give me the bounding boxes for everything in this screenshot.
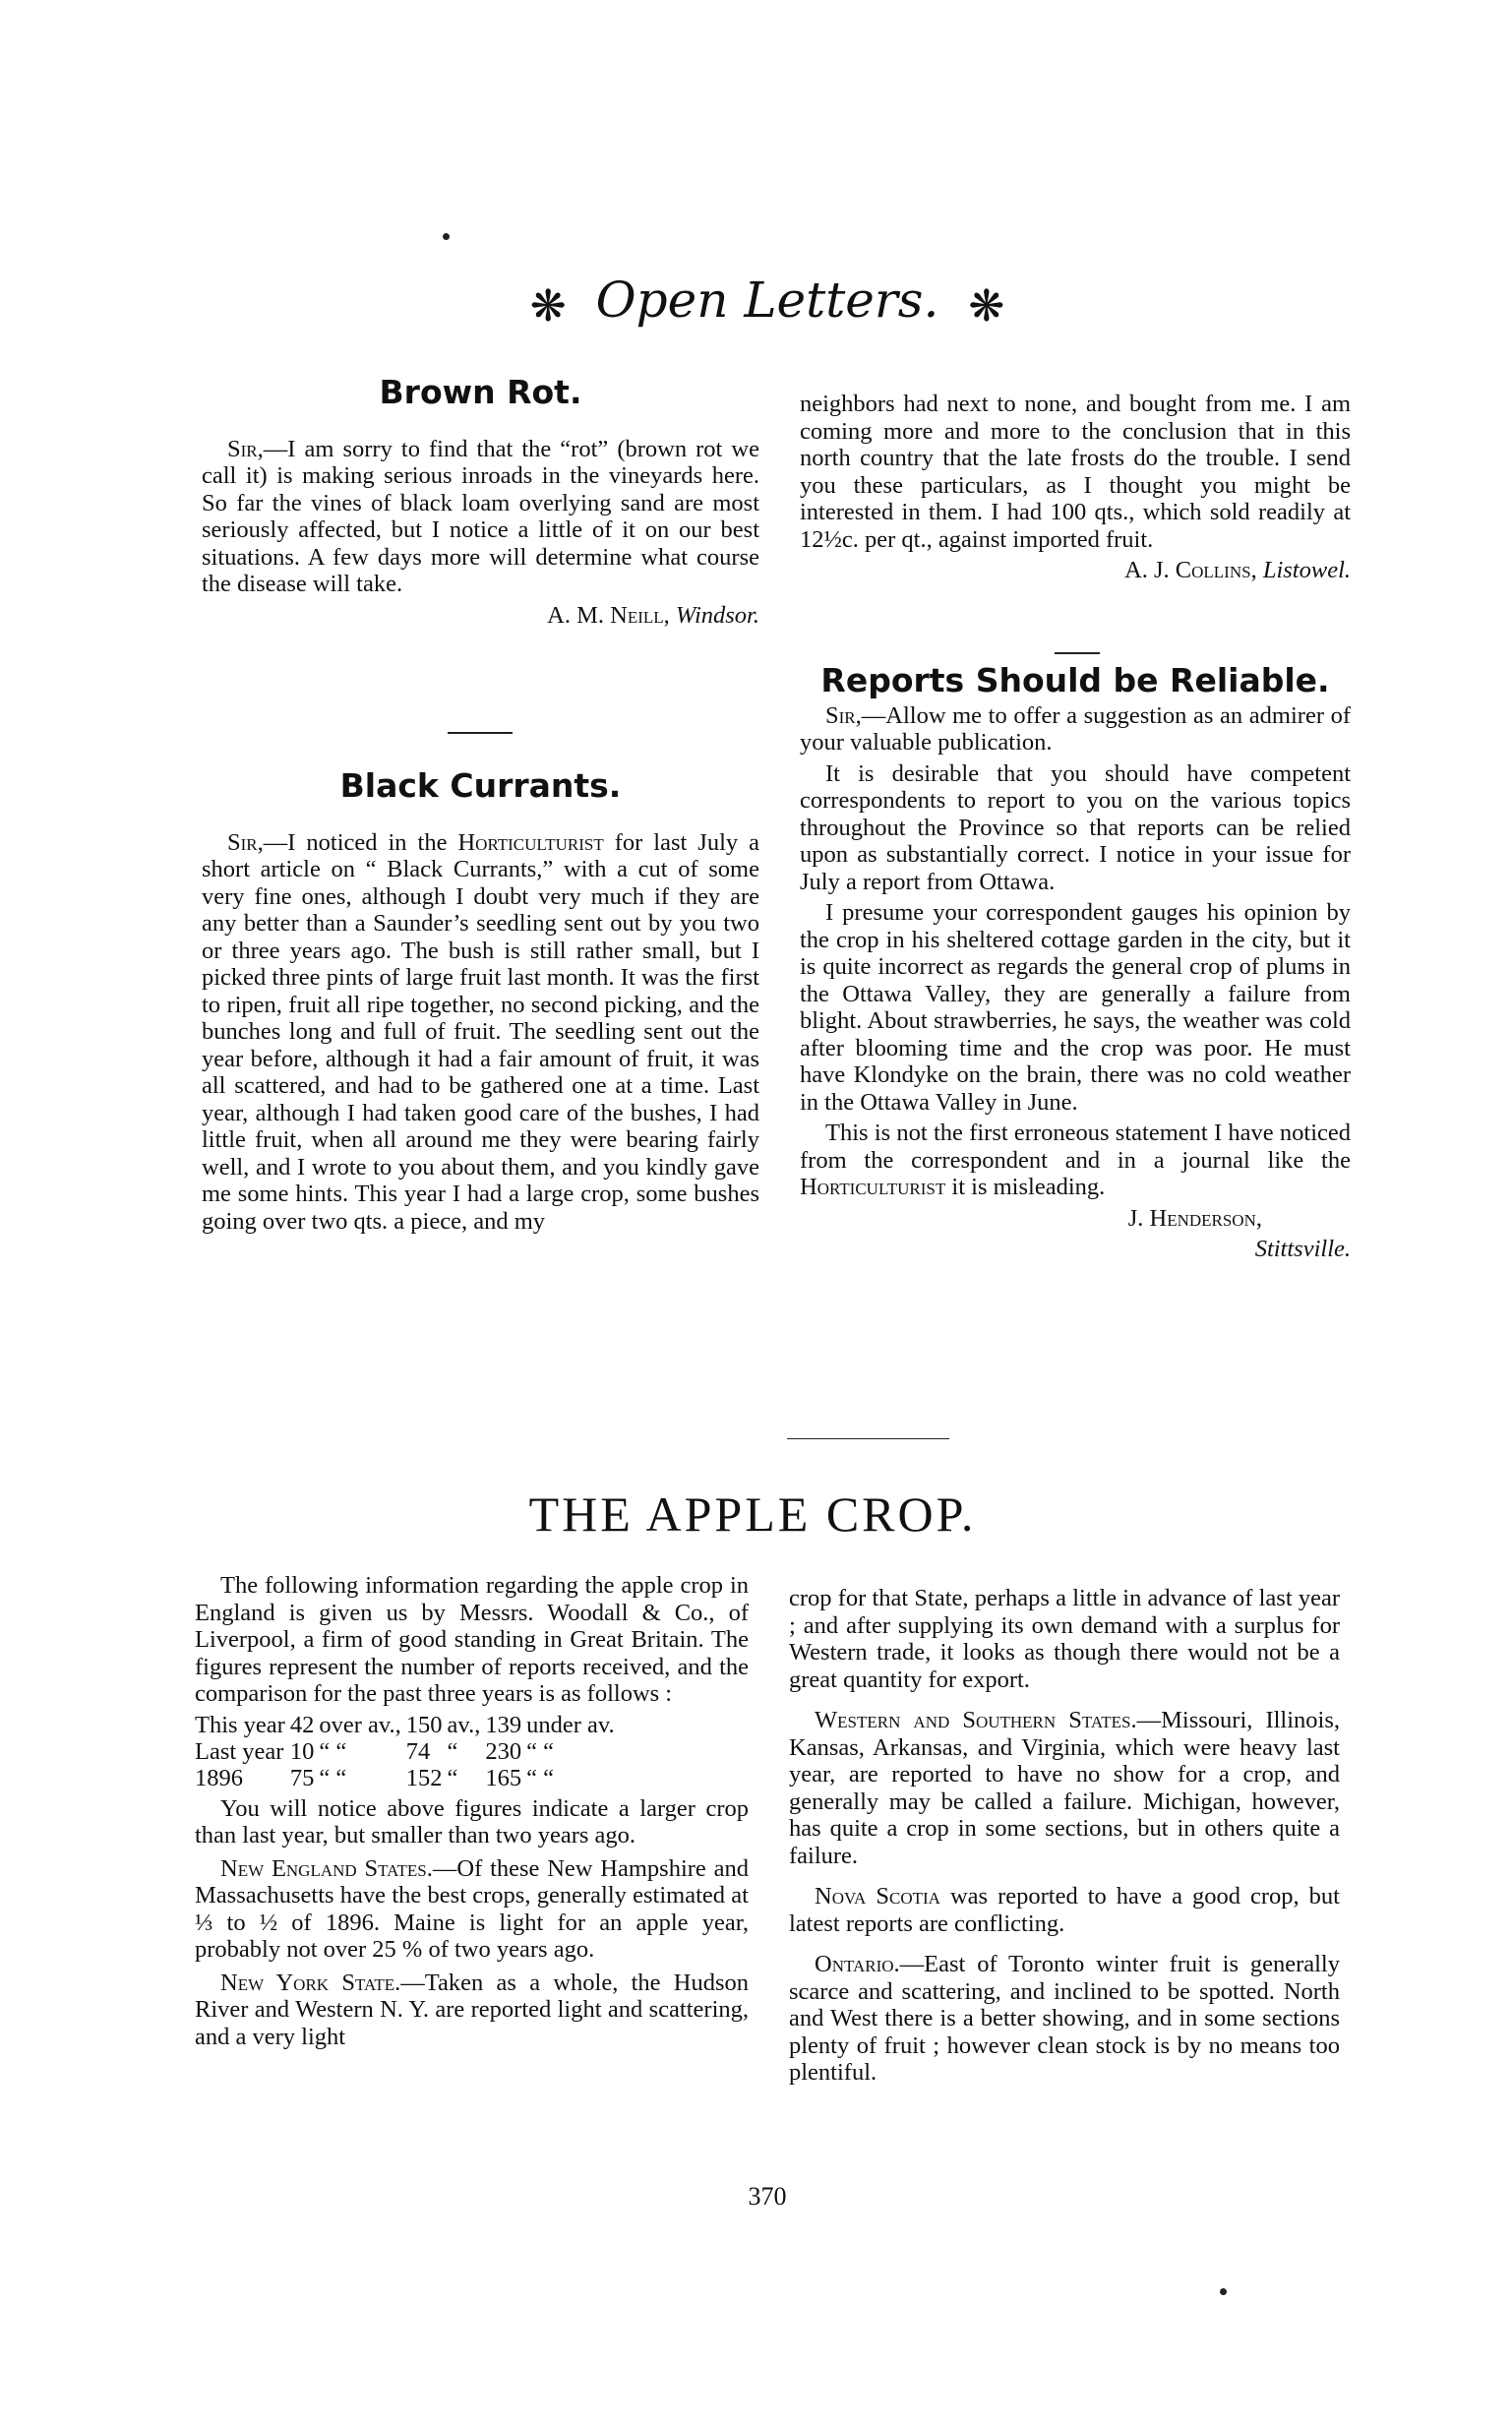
masthead [472,272,1062,340]
ink-speck [1220,2288,1227,2295]
table-row: 1896 75 “ “ 152 “ 165 “ “ [195,1764,554,1791]
new-england-para: New England States.—Of these New Hampshire and Massachusetts have the best crops, generally estimated at ⅓ to ½ of 1896. Maine is light for an apple year, probably not over 25 % of two years ago. [195,1854,749,1963]
ornament-right-icon: ❋ [968,281,1005,332]
new-york-para: New York State.—Taken as a whole, the Hudson River and Western N. Y. are reported light and scattering, and a very light [195,1969,750,2050]
black-currants-body: Sir,—I noticed in the Horticulturist for last July a short article on “ Black Currants,” with a cut of some very fine ones, although I doubt very much if they are any better than a Saunder’s seedling sent out by you two or three years ago. The bush is still rather small, but I picked three pints of large fruit last month. It was the first to ripen, fruit all ripe together, no second picking, and the bunches long and full of fruit. The seedling sent out the year before, although it had a fair amount of fruit, it was all scattered, and had to be gathered one at a time. Last year, although I had taken good care of the bushes, I had little fruit, when all around me they were bearing fairly well, and I wrote to you about them, and you kindly gave me some hints. This year I had a large crop, some bushes going over two qts. a piece, and my [202,828,759,1235]
reports-heading: Reports Should be Reliable. [820,661,1330,699]
black-currants-heading: Black Currants. [339,766,622,805]
new-york-continuation: crop for that State, perhaps a little in advance of last year ; and after supplying its own demand with a surplus for Western trade, it looks as though there would not be a great quantity for export. [789,1585,1340,1693]
ink-speck [443,233,450,240]
apple-crop-left-column [195,1572,749,2054]
apple-crop-stats-table [195,1712,620,1791]
apple-crop-right-column [789,1585,1340,2091]
black-currants-letter [202,766,759,1239]
left-column-letters [202,373,759,633]
reports-signature-place: Stittsville. [1254,1236,1351,1262]
reports-para-3: I presume your correspondent gauges his opinion by the crop in his sheltered cottage garden in the city, but it is quite incorrect as regards the general crop of plums in the Ottawa Valley, they are generally a failure from blight. About strawberries, he says, the weather was cold after blooming time and the crop was poor. He must have Klondyke on the brain, there was no cold weather in the Ottawa Valley in June. [800,899,1351,1116]
brown-rot-body: Sir,—I am sorry to find that the “rot” (brown rot we call it) is making serious inroads in the vineyards here. So far the vines of black loam overlying sand are most seriously affected, but I notice a little of it on our best situations. A few days more will determine what course the disease will take. [202,435,759,597]
reports-para-4: This is not the first erroneous statement I have noticed from the correspondent and in a journal like the Horticulturist it is misleading. [800,1120,1351,1200]
divider [448,732,513,734]
black-currants-continuation: neighbors had next to none, and bought from me. I am coming more and more to the conclusion that in this north country that the late frosts do the trouble. I send you these particulars, as I thought you might be interested in them. I had 100 qts., which sold readily at 12½c. per qt., against imported fruit. [800,391,1351,553]
apple-crop-summary: You will notice above figures indicate a larger crop than last year, but smaller than two years ago. [195,1794,749,1849]
table-row: Last year 10 “ “ 74 “ 230 “ “ [195,1737,554,1765]
apple-crop-heading: THE APPLE CROP. [528,1486,977,1542]
reports-para-2: It is desirable that you should have competent correspondents to report to you on the various topics throughout the Province so that reports can be relied upon as substantially correct. I notice in your issue for July a report from Ottawa. [800,759,1351,895]
page-number: 370 [748,2182,787,2211]
nova-scotia-para: Nova Scotia was reported to have a good crop, but latest reports are conflicting. [789,1883,1340,1937]
ontario-para: Ontario.—East of Toronto winter fruit is generally scarce and scattering, and inclined to be spotted. North and West there is a better showing, and in some sections plenty of fruit ; however clean stock is by no means too plentiful. [789,1951,1340,2086]
section-title: Open Letters. [595,272,939,329]
western-southern-para: Western and Southern States.—Missouri, Illinois, Kansas, Arkansas, and Virginia, which were heavy last year, are reported to have no show for a crop, and generally may be called a failure. Michigan, however, has quite a crop in some sections, but in others quite a failure. [789,1707,1340,1869]
brown-rot-signature: A. M. Neill, Windsor. [547,601,759,629]
reports-para-1: Sir,—Allow me to offer a suggestion as an admirer of your valuable publication. [800,701,1351,756]
reports-letter [800,661,1351,1267]
ornament-left-icon: ❋ [529,281,567,332]
apple-crop-intro: The following information regarding the apple crop in England is given us by Messrs. Woodall & Co., of Liverpool, a firm of good standing in Great Britain. The figures represent the number of reports received, and the comparison for the past three years is as follows : [195,1572,749,1707]
reports-signature: J. Henderson, [1127,1204,1262,1232]
brown-rot-heading: Brown Rot. [379,373,582,411]
section-divider [787,1438,949,1439]
right-column-letters [800,391,1351,588]
table-row: This year 42 over av., 150 av., 139 under av. [195,1711,615,1738]
divider [1055,652,1100,654]
black-currants-signature: A. J. Collins, Listowel. [1124,557,1351,583]
